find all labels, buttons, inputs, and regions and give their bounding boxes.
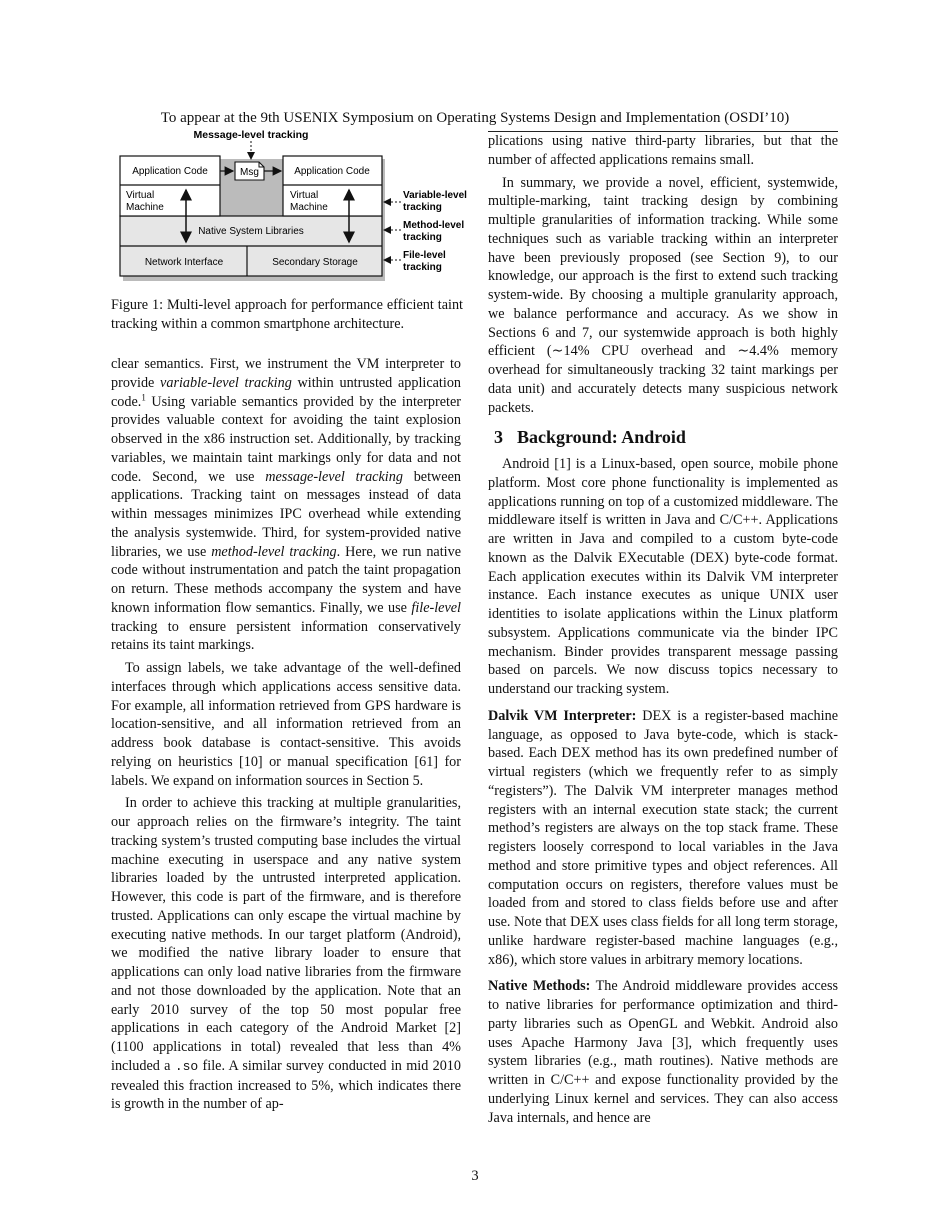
svg-text:tracking: tracking xyxy=(403,202,442,213)
left-app-code-label: Application Code xyxy=(132,166,208,177)
figure-caption: Figure 1: Multi-level approach for performance efficient taint tracking within a common smartphone architecture. xyxy=(111,297,463,332)
paragraph: Native Methods: The Android middleware provides access to native libraries for performance optimization and third-party libraries such as OpenGL and Webkit. Android also uses Apache Harmony Java [3], which frequently uses system libraries (e.g., math routines). Native methods are written in C/C++ and expose functionality provided by the underlying Linux kernel and services. They can also access Java internals, and hence are xyxy=(488,978,838,1126)
footnote-marker: 1 xyxy=(141,391,146,402)
paragraph: Android [1] is a Linux-based, open source, mobile phone platform. Most core phone functionality is implemented as applications running on top of a customized middleware. The middleware itself is written in Java and C/C++. Applications are written in Java and compiled to a custom byte-code known as the Dalvik EXecutable (DEX) byte-code format. Each application executes within its Dalvik VM interpreter instance. Each instance executes as unique UNIX user identities to isolate applications within the Linux platform subsystem. Applications communicate via the binder IPC mechanism. Binder provides transparent message passing based on parcels. We now discuss topics necessary to understand our tracking system. xyxy=(488,456,838,697)
svg-text:Machine: Machine xyxy=(290,202,328,213)
svg-text:Machine: Machine xyxy=(126,202,164,213)
svg-text:File-level: File-level xyxy=(403,250,446,261)
paragraph: clear semantics. First, we instrument the VM interpreter to provide variable-level tracking within untrusted application code.$^1$ Using variable semantics provided by the interpreter provides valuable context for avoiding the taint explosion observed in the x86 instruction set. Additionally, by tracking variables, we maintain taint markings only for data and not code. Second, we use message-level tracking between applications. Tracking taint on messages instead of data within messages minimizes IPC overhead while extending the analysis systemwide. Third, for system-provided native libraries, we use method-level tracking. Here, we run native code without instrumentation and patch the taint propagation on return. These methods accompany the system and have known information flow semantics. Finally, we use file-level tracking to ensure persistent information conservatively retains its taint markings. xyxy=(111,356,462,654)
paragraph: In order to achieve this tracking at multiple granularities, our approach relies on the firmware’s integrity. The taint tracking system’s trusted computing base includes the virtual machine executing in userspace and any native system libraries loaded by the untrusted interpreted application. However, this code is part of the firmware, and is therefore trusted. Applications can only escape the virtual machine by executing native methods. In our target platform (Android), we modified the native library loader to ensure that applications can only load native libraries from the firmware and not those downloaded by the application. Note that an early 2010 survey of the top 50 most popular free applications in each category of the Android Market [2] (1100 applications in total) revealed that less than 4% included a .so file. A similar survey conducted in mid 2010 revealed this fraction increased to 5%, which indicates there is growth in the number of ap- xyxy=(111,795,461,1113)
message-level-label: Message-level tracking xyxy=(193,129,309,141)
svg-text:tracking: tracking xyxy=(403,262,442,273)
paragraph: To assign labels, we take advantage of the well-defined interfaces through which applications access sensitive data. For example, all information retrieved from GPS hardware is location-sensitive, and all information retrieved from an address book database is contact-sensitive. This avoids relying on heuristics [10] or manual specification [61] for labels. We expand on information sources in Section 5. xyxy=(111,660,461,789)
native-libs-label: Native System Libraries xyxy=(198,226,304,237)
msg-label: Msg xyxy=(240,167,259,178)
paragraph: In summary, we provide a novel, efficient, systemwide, multiple-marking, taint tracking design by combining multiple granularities of information tracking. While some techniques such as variable tracking within an interpreter have been previously proposed (see Section 9), to our knowledge, our approach is the first to extend such tracking system-wide. By choosing a multiple granularity approach, we balance performance and accuracy. As we show in Sections 6 and 7, our systemwide approach is both highly efficient (∼14% CPU overhead and ∼4.4% memory overhead for simultaneously tracking 32 taint markings per data unit) and accurately detects many suspicious network packets. xyxy=(488,174,838,416)
paragraph: plications using native third-party libraries, but that the number of affected applications remains small. xyxy=(488,133,838,168)
network-label: Network Interface xyxy=(144,257,224,268)
page-number: 3 xyxy=(471,1168,479,1184)
run-in-heading: Native Methods: xyxy=(488,978,591,995)
svg-text:Variable-level: Variable-level xyxy=(403,190,467,201)
svg-text:Method-level: Method-level xyxy=(403,220,465,231)
svg-text:Virtual: Virtual xyxy=(126,190,155,201)
section-heading: 3 Background: Android xyxy=(494,427,686,448)
left-column xyxy=(111,355,461,1114)
run-in-heading: Dalvik VM Interpreter: xyxy=(488,707,637,724)
svg-text:tracking: tracking xyxy=(403,232,442,243)
figure-1-diagram xyxy=(111,128,481,288)
storage-label: Secondary Storage xyxy=(272,257,358,268)
right-column xyxy=(488,131,838,1127)
running-header: To appear at the 9th USENIX Symposium on Operating Systems Design and Implementation (OSDI’10) xyxy=(160,110,790,126)
paragraph: Dalvik VM Interpreter: DEX is a register-based machine language, as opposed to Java byte-code, which is stack-based. Each DEX method has its own predefined number of virtual registers (which we frequently refer to as simply “registers”). The Dalvik VM interpreter manages method registers with an internal execution state stack; the current method’s registers are always on the top stack frame. These registers loosely correspond to local variables in the Java method and store primitive types and object references. All computation occurs on registers, therefore values must be loaded from and stored to class fields before use and after use. Note that DEX uses class fields for all long term storage, unlike hardware register-based machine languages (e.g., x86), which store values in arbitrary memory locations. xyxy=(488,707,838,968)
svg-text:Virtual: Virtual xyxy=(290,190,319,201)
right-app-code-label: Application Code xyxy=(294,166,370,177)
